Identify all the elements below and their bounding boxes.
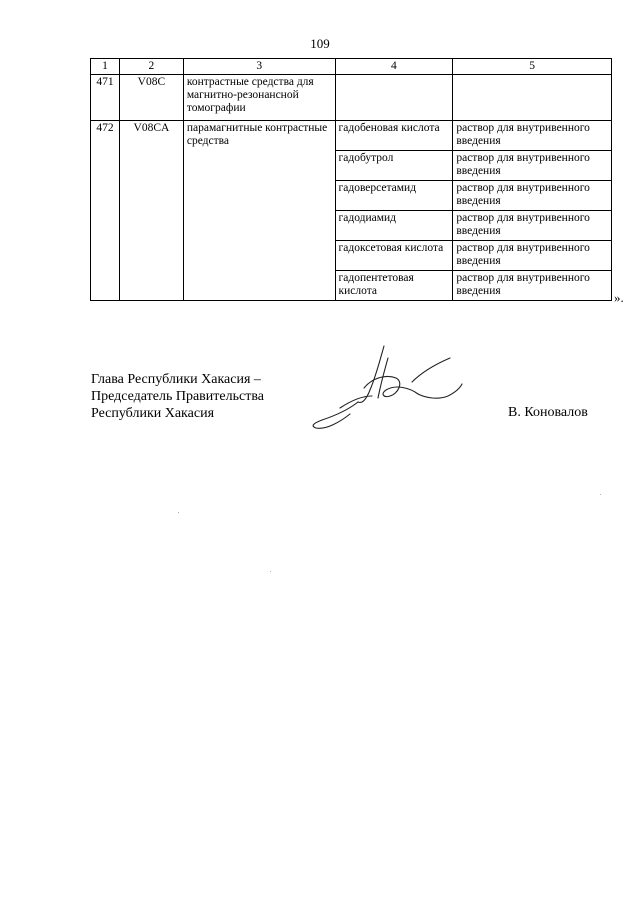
scan-speck: [178, 512, 179, 513]
substance-name: гадоксетовая кислота: [335, 241, 453, 271]
group-name: контрастные средства для магнитно-резонансной томографии: [183, 75, 335, 121]
atc-code: V08CA: [119, 121, 183, 301]
substance-name: гадобеновая кислота: [335, 121, 453, 151]
substance-name: гадопентетовая кислота: [335, 271, 453, 301]
scan-speck: [270, 571, 271, 572]
dosage-form: раствор для внутривенного введения: [453, 121, 612, 151]
column-header: 4: [335, 59, 453, 75]
substance-name: гадодиамид: [335, 211, 453, 241]
closing-quote-mark: ».: [614, 290, 624, 305]
dosage-form: раствор для внутривенного введения: [453, 151, 612, 181]
dosage-form: раствор для внутривенного введения: [453, 181, 612, 211]
column-header: 3: [183, 59, 335, 75]
empty-cell: [453, 75, 612, 121]
dosage-form: раствор для внутривенного введения: [453, 241, 612, 271]
substance-name: гадобутрол: [335, 151, 453, 181]
column-header: 5: [453, 59, 612, 75]
column-header: 2: [119, 59, 183, 75]
empty-cell: [335, 75, 453, 121]
row-number: 472: [91, 121, 120, 301]
signer-position-line: Председатель Правительства: [91, 389, 264, 404]
scan-speck: [600, 494, 601, 495]
handwritten-signature: [300, 338, 470, 438]
table-row: [91, 121, 612, 151]
signer-position-line: Республики Хакасия: [91, 406, 215, 421]
dosage-form: раствор для внутривенного введения: [453, 211, 612, 241]
signer-position: [91, 371, 264, 422]
page-number: 109: [310, 36, 330, 51]
substance-name: гадоверсетамид: [335, 181, 453, 211]
column-header: 1: [91, 59, 120, 75]
table-header-row: [91, 59, 612, 75]
atc-code: V08C: [119, 75, 183, 121]
signer-position-line: Глава Республики Хакасия –: [91, 372, 261, 387]
group-name: парамагнитные контрастные средства: [183, 121, 335, 301]
row-number: 471: [91, 75, 120, 121]
dosage-form: раствор для внутривенного введения: [453, 271, 612, 301]
table-row: [91, 75, 612, 121]
signer-name: В. Коновалов: [508, 405, 588, 420]
medication-table: [90, 58, 612, 301]
